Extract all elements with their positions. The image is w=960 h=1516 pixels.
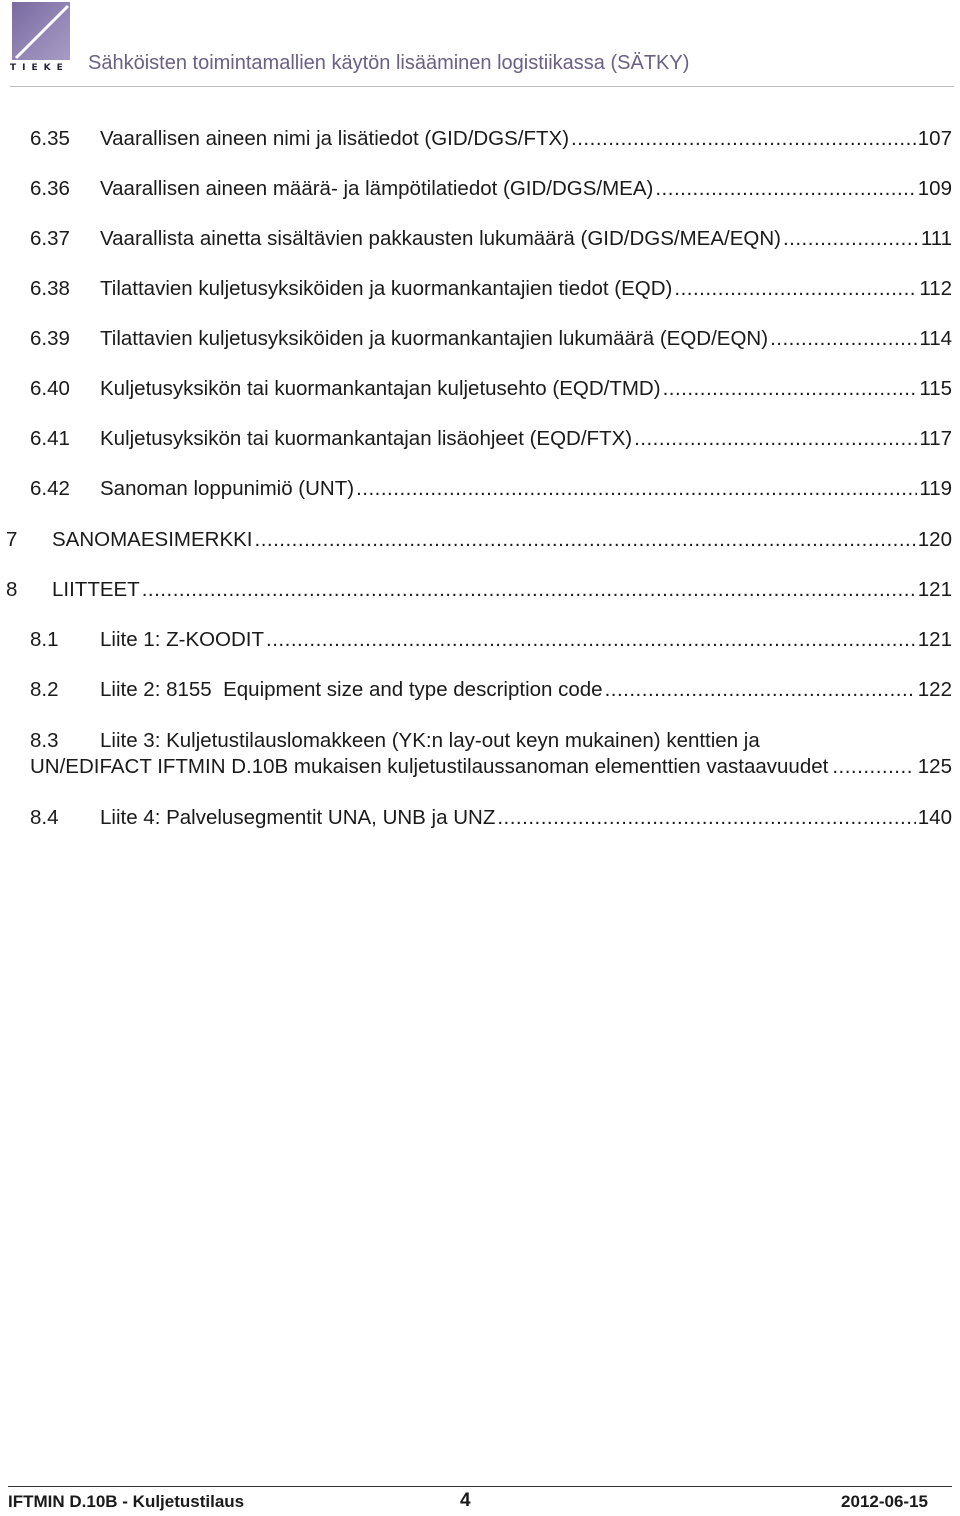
toc-page: 114 [919,327,952,350]
toc-entry[interactable] [30,177,952,205]
toc-entry[interactable] [30,227,952,255]
toc-leader [356,477,917,501]
toc-page: 117 [919,427,952,450]
toc-entry[interactable] [30,377,952,405]
toc-leader [674,277,917,301]
toc-page: 119 [919,477,952,500]
toc-title: Liite 2: 8155 Equipment size and type description code [100,678,603,701]
toc-number: 8.3 [30,729,59,752]
toc-title: LIITTEET [52,578,140,601]
toc-leader [497,806,915,830]
toc-title: Tilattavien kuljetusyksiköiden ja kuormankantajien tiedot (EQD) [100,277,673,300]
toc-title: Vaarallista ainetta sisältävien pakkausten lukumäärä (GID/DGS/MEA/EQN) [100,227,781,250]
toc-title-line2: UN/EDIFACT IFTMIN D.10B mukaisen kuljetustilaussanoman elementtien vastaavuudet [30,755,829,778]
toc-page: 107 [917,127,952,150]
toc-entry[interactable] [30,806,952,834]
toc-entry-wrapped-line2 [30,755,952,783]
toc-leader [142,578,916,602]
toc-title-line1: Liite 3: Kuljetustilauslomakkeen (YK:n lay-out keyn mukainen) kenttien ja [100,729,760,752]
toc-leader [655,177,915,201]
footer-divider [8,1486,952,1487]
toc-number: 6.36 [30,177,70,200]
toc-number: 8.1 [30,628,59,651]
toc-entry[interactable] [6,528,952,556]
toc-number: 6.42 [30,477,70,500]
toc-title: Kuljetusyksikön tai kuormankantajan lisäohjeet (EQD/FTX) [100,427,633,450]
toc-number: 6.38 [30,277,70,300]
toc-leader [634,427,917,451]
footer-page-number: 4 [460,1490,471,1511]
toc-title: Sanoman loppunimiö (UNT) [100,477,355,500]
toc-leader [783,227,919,251]
toc-number: 8.4 [30,806,59,829]
toc-page: 109 [917,177,952,200]
toc-entry-wrapped[interactable] [30,729,760,753]
toc-title: Tilattavien kuljetusyksiköiden ja kuormankantajien lukumäärä (EQD/EQN) [100,327,769,350]
toc-page: 125 [917,755,952,778]
toc-title: SANOMAESIMERKKI [52,528,253,551]
header-title: Sähköisten toimintamallien käytön lisääminen logistiikassa (SÄTKY) [88,52,690,74]
toc-leader [605,678,916,702]
toc-page: 115 [919,377,952,400]
toc-leader [832,755,911,779]
footer-document-name: IFTMIN D.10B - Kuljetustilaus [8,1492,245,1511]
toc-title: Kuljetusyksikön tai kuormankantajan kuljetusehto (EQD/TMD) [100,377,661,400]
toc-page: 122 [917,678,952,701]
toc-number: 8.2 [30,678,59,701]
toc-entry[interactable] [30,628,952,656]
toc-title: Vaarallisen aineen nimi ja lisätiedot (GID/DGS/FTX) [100,127,570,150]
toc-leader [266,628,916,652]
header-divider [10,86,954,87]
toc-page: 121 [917,578,952,601]
toc-leader [663,377,918,401]
toc-page: 111 [920,227,952,250]
toc-page: 120 [917,528,952,551]
tieke-logo [10,2,72,74]
toc-number: 8 [6,578,18,601]
toc-entry[interactable] [30,127,952,155]
toc-leader [255,528,916,552]
toc-leader [770,327,917,351]
toc-entry[interactable] [30,327,952,355]
toc-page: 121 [917,628,952,651]
toc-number: 6.37 [30,227,70,250]
toc-number: 6.41 [30,427,70,450]
toc-entry[interactable] [6,578,952,606]
toc-leader [571,127,916,151]
toc-entry[interactable] [30,427,952,455]
tieke-logo-icon [12,2,70,60]
toc-entry[interactable] [30,678,952,706]
toc-number: 6.40 [30,377,70,400]
toc-entry[interactable] [30,277,952,305]
toc-title: Vaarallisen aineen määrä- ja lämpötilatiedot (GID/DGS/MEA) [100,177,654,200]
toc-title: Liite 4: Palvelusegmentit UNA, UNB ja UNZ [100,806,496,829]
toc-page: 112 [919,277,952,300]
toc-number: 6.39 [30,327,70,350]
logo-wordmark: TIEKE [10,63,69,73]
toc-page: 140 [917,806,952,829]
footer-date: 2012-06-15 [841,1492,928,1511]
toc-title: Liite 1: Z-KOODIT [100,628,265,651]
toc-entry[interactable] [30,477,952,505]
toc-number: 7 [6,528,18,551]
toc-number: 6.35 [30,127,70,150]
